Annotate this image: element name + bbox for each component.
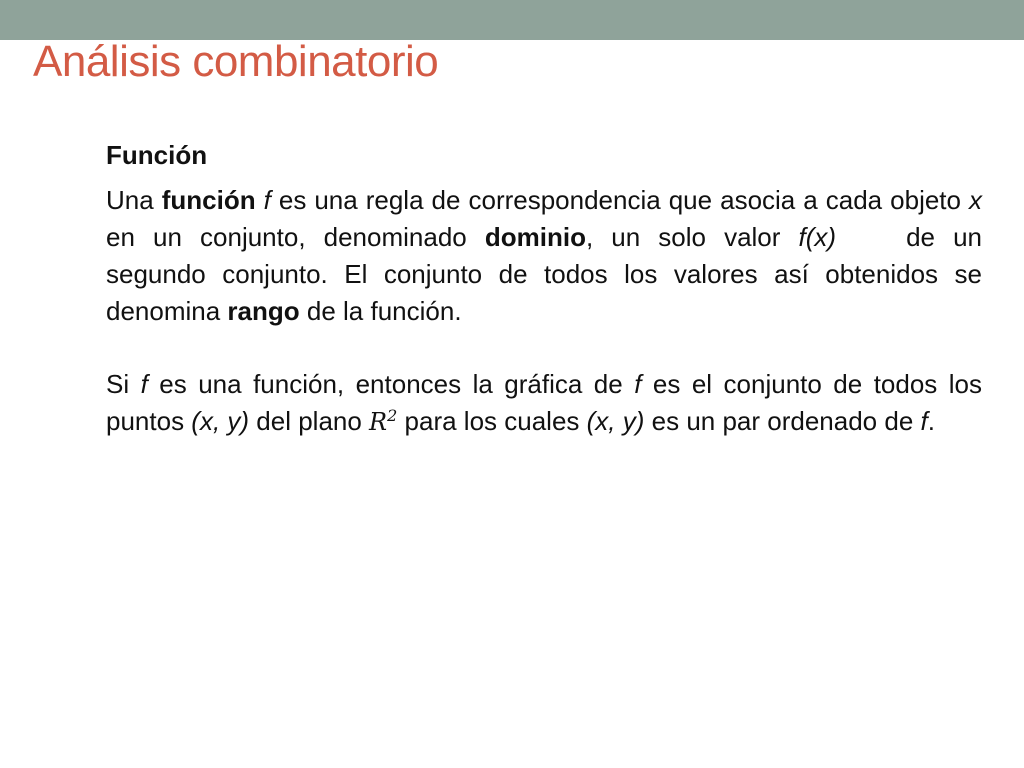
math-r: R xyxy=(369,408,388,436)
expr-xy: (x, y) xyxy=(586,406,645,436)
text-span: es el conjunto de todos los puntos xyxy=(106,369,982,436)
term-funcion: función xyxy=(161,185,256,215)
text-span: es una función, entonces la gráfica de xyxy=(147,369,635,399)
math-exponent: 2 xyxy=(387,406,398,425)
top-bar xyxy=(0,0,1024,40)
text-span: Si xyxy=(106,369,141,399)
text-span: es un par ordenado de xyxy=(644,406,921,436)
slide-content xyxy=(106,137,982,441)
subheading: Función xyxy=(106,140,208,170)
expr-fx: f(x) xyxy=(798,222,837,252)
text-span: es una regla de correspondencia que asocia a cada objeto xyxy=(270,185,969,215)
text-span: para los cuales xyxy=(397,406,587,436)
text-span: del plano xyxy=(249,406,370,436)
slide-title: Análisis combinatorio xyxy=(33,37,439,86)
var-f: f xyxy=(263,185,271,215)
text-span: de un segundo conjunto. El conjunto de todos los valores así obtenidos se denomina xyxy=(106,222,982,326)
paragraph-grafica xyxy=(106,366,982,441)
text-span: de la función. xyxy=(299,296,462,326)
text-span: . xyxy=(927,406,935,436)
math-r-squared xyxy=(369,408,397,436)
text-span: Una xyxy=(106,185,162,215)
text-span: en un conjunto, denominado xyxy=(106,222,485,252)
var-f: f xyxy=(140,369,148,399)
paragraph-definition xyxy=(106,182,982,330)
var-f: f xyxy=(920,406,928,436)
var-f: f xyxy=(634,369,642,399)
text-span: , un solo valor xyxy=(585,222,799,252)
text-span xyxy=(256,185,264,215)
expr-xy: (x, y) xyxy=(191,406,250,436)
term-dominio: dominio xyxy=(484,222,586,252)
term-rango: rango xyxy=(227,296,300,326)
var-x: x xyxy=(969,185,982,215)
